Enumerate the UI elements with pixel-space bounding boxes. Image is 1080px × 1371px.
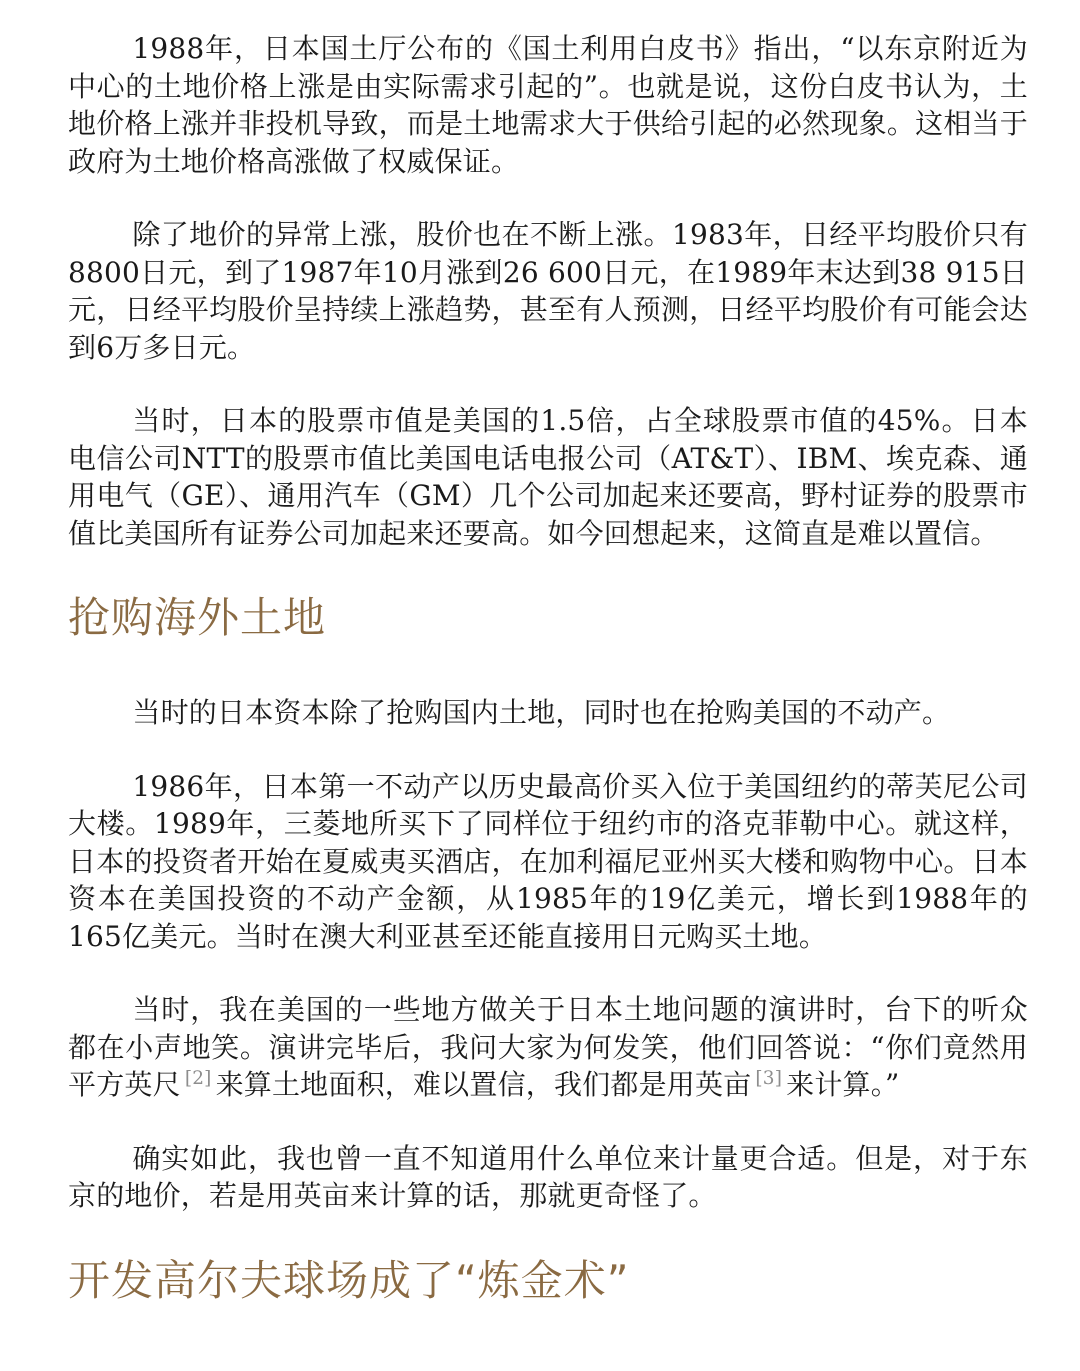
footnote-link-3[interactable]: [3] <box>755 1067 783 1089</box>
lecture-text-part-3: 来计算。” <box>786 1068 900 1101</box>
article-page <box>68 30 1028 1307</box>
paragraph-stock-prices: 除了地价的异常上涨，股价也在不断上涨。1983年，日经平均股价只有8800日元，到了1987年10月涨到26 600日元，在1989年末达到38 915日元，日经平均股价呈持续上涨趋势，甚至有人预测，日经平均股价有可能会达到6万多日元。 <box>68 218 1028 364</box>
section-heading-golf-alchemy: 开发高尔夫球场成了“炼金术” <box>68 1255 630 1305</box>
paragraph-lecture-anecdote <box>68 991 1028 1104</box>
paragraph-white-paper: 1988年，日本国土厅公布的《国土利用白皮书》指出，“以东京附近为中心的土地价格上涨是由实际需求引起的”。也就是说，这份白皮书认为，土地价格上涨并非投机导致，而是土地需求大于供给引起的必然现象。这相当于政府为土地价格高涨做了权威保证。 <box>68 32 1028 178</box>
paragraph-units: 确实如此，我也曾一直不知道用什么单位来计量更合适。但是，对于东京的地价，若是用英亩来计算的话，那就更奇怪了。 <box>68 1141 1028 1212</box>
paragraph-investment-history: 1986年，日本第一不动产以历史最高价买入位于美国纽约的蒂芙尼公司大楼。1989年，三菱地所买下了同样位于纽约市的洛克菲勒中心。就这样，日本的投资者开始在夏威夷买酒店，在加利福尼亚州买大楼和购物中心。日本资本在美国投资的不动产金额，从1985年的19亿美元，增长到1988年的165亿美元。当时在澳大利亚甚至还能直接用日元购买土地。 <box>68 769 1028 953</box>
lecture-text-part-1: 当时，我在美国的一些地方做关于日本土地问题的演讲时，台下的听众都在小声地笑。演讲完毕后，我问大家为何发笑，他们回答说：“你们竟然用平方英尺 <box>68 993 1028 1101</box>
paragraph-us-real-estate: 当时的日本资本除了抢购国内土地，同时也在抢购美国的不动产。 <box>132 696 951 729</box>
paragraph-market-value: 当时，日本的股票市值是美国的1.5倍，占全球股票市值的45%。日本电信公司NTT的股票市值比美国电话电报公司（AT&T）、IBM、埃克森、通用电气（GE）、通用汽车（GM）几个公司加起来还要高，野村证券的股票市值比美国所有证券公司加起来还要高。如今回想起来，这简直是难以置信。 <box>68 404 1028 550</box>
footnote-link-2[interactable]: [2] <box>184 1067 212 1089</box>
lecture-text-part-2: 来算土地面积，难以置信，我们都是用英亩 <box>215 1068 752 1101</box>
section-heading-overseas-land: 抢购海外土地 <box>68 593 327 642</box>
